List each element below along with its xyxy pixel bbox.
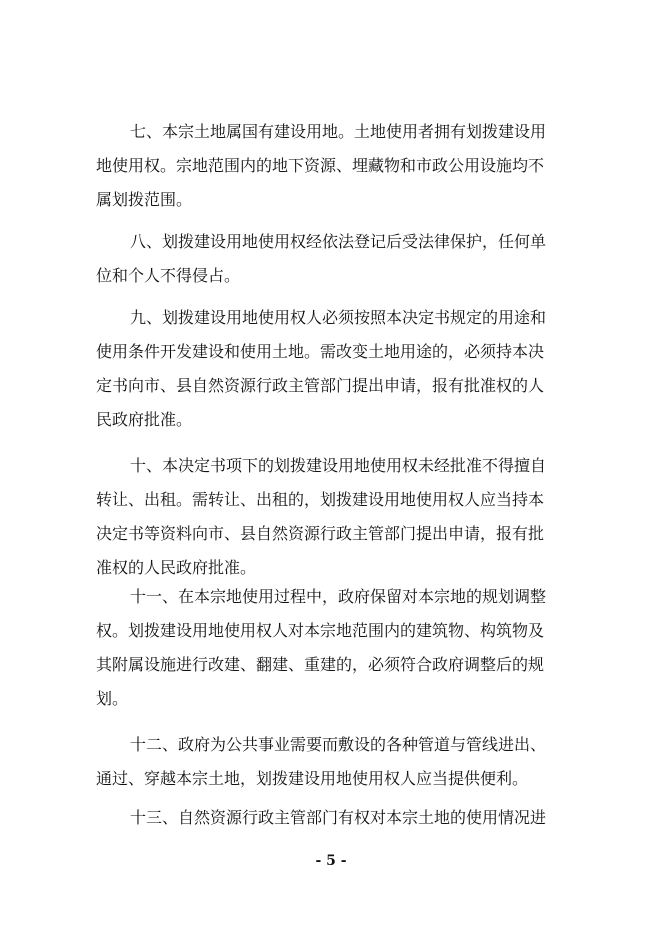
paragraph-line: 权。划拨建设用地使用权人对本宗地范围内的建筑物、构筑物及: [96, 621, 545, 640]
paragraph-line: 十二、政府为公共事业需要而敷设的各种管道与管线进出、: [130, 735, 547, 754]
paragraph-line: 九、划拨建设用地使用权人必须按照本决定书规定的用途和: [130, 308, 547, 327]
paragraph-line: 位和个人不得侵占。: [96, 266, 241, 285]
paragraph-line: 八、划拨建设用地使用权经依法登记后受法律保护，任何单: [130, 232, 547, 251]
paragraph-line: 划。: [96, 689, 129, 708]
paragraph-line: 准权的人民政府批准。: [96, 558, 257, 577]
paragraph-line: 定书向市、县自然资源行政主管部门提出申请，报有批准权的人: [96, 376, 545, 395]
paragraph-article-9: [96, 301, 576, 437]
paragraph-line: 使用条件开发建设和使用土地。需改变土地用途的，必须持本决: [96, 342, 545, 361]
paragraph-article-10: [96, 449, 576, 585]
paragraph-article-12: [96, 728, 576, 796]
paragraph-line: 地使用权。宗地范围内的地下资源、埋藏物和市政公用设施均不: [96, 156, 545, 175]
paragraph-article-13: [96, 801, 576, 835]
paragraph-line: 属划拨范围。: [96, 190, 193, 209]
paragraph-line: 决定书等资料向市、县自然资源行政主管部门提出申请，报有批: [96, 524, 545, 543]
paragraph-line: 转让、出租。需转让、出租的，划拨建设用地使用权人应当持本: [96, 490, 545, 509]
paragraph-line: 七、本宗土地属国有建设用地。土地使用者拥有划拨建设用: [130, 122, 547, 141]
paragraph-line: 十三、自然资源行政主管部门有权对本宗土地的使用情况进: [130, 808, 547, 827]
paragraph-article-7: [96, 115, 576, 217]
paragraph-article-8: [96, 225, 576, 293]
paragraph-line: 其附属设施进行改建、翻建、重建的，必须符合政府调整后的规: [96, 655, 545, 674]
page-number: - 5 -: [315, 853, 347, 869]
paragraph-line: 民政府批准。: [96, 410, 193, 429]
paragraph-line: 十、本决定书项下的划拨建设用地使用权未经批准不得擅自: [130, 456, 547, 475]
paragraph-line: 通过、穿越本宗土地，划拨建设用地使用权人应当提供便利。: [96, 769, 529, 788]
paragraph-article-11: [96, 580, 576, 716]
paragraph-line: 十一、在本宗地使用过程中，政府保留对本宗地的规划调整: [130, 587, 547, 606]
